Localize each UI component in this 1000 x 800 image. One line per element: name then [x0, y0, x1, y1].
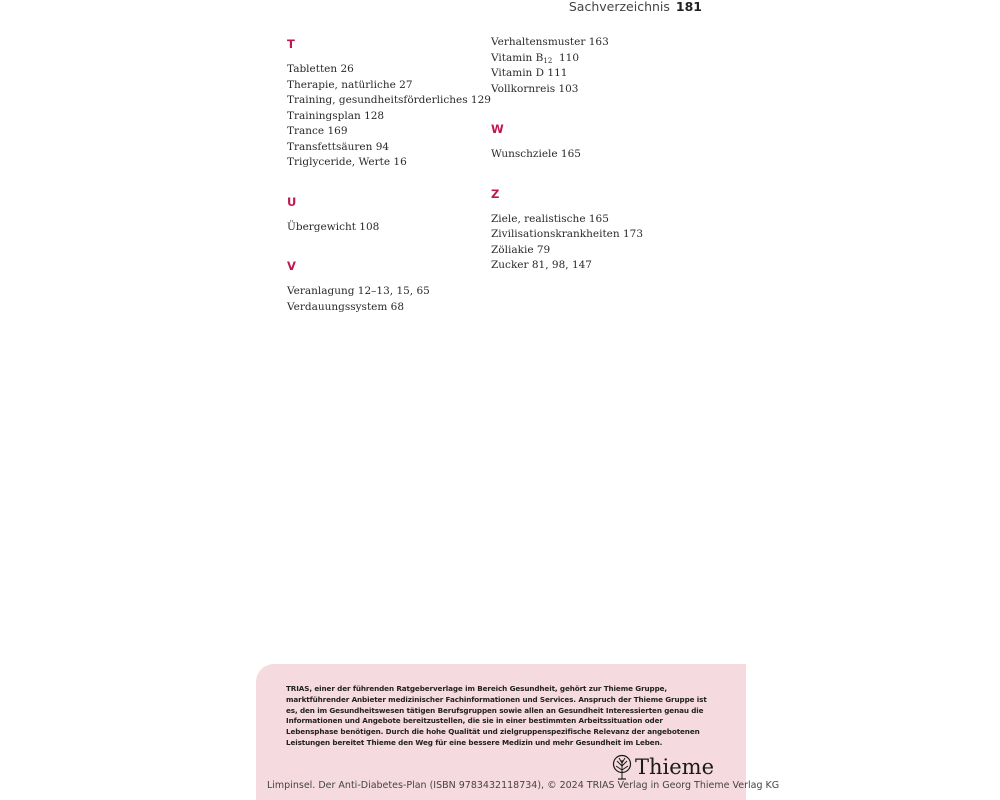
index-column-right [491, 35, 691, 298]
index-section-u [287, 195, 487, 236]
index-entry: Zucker 81, 98, 147 [491, 259, 592, 271]
index-entry: Trance 169 [287, 125, 348, 137]
index-entry: Training, gesundheitsförderliches 129 [287, 94, 491, 106]
index-section-t [287, 37, 491, 171]
index-entry: Verhaltensmuster 163 [491, 36, 609, 48]
entry-page: 110 [552, 51, 580, 64]
copyright-credit: Limpinsel. Der Anti-Diabetes-Plan (ISBN 9783432118734), © 2024 TRIAS Verlag in Georg Thieme Verlag KG [267, 780, 780, 791]
index-section-v [287, 259, 487, 315]
index-section-w [491, 122, 691, 163]
entry-subscript: 12 [543, 56, 553, 65]
index-entry: Veranlagung 12–13, 15, 65 [287, 285, 430, 297]
publisher-blurb: TRIAS, einer der führenden Ratgeberverlage im Bereich Gesundheit, gehört zur Thieme Gruppe, marktführender Anbieter medizinischer Fachinformationen und Services. Anspruch der Thieme Gruppe ist es, den im Gesundheitswesen tätigen Berufsgruppen sowie allen an Gesundheit Interessierten genau die Informationen und Angebote bereitzustellen, die sie in einer bestimmten Arbeitssituation oder Lebensphase benötigen. Durch die hohe Qualität und zielgruppenspezifische Relevanz der angebotenen Leistungen bereitet Thieme den Weg für eine bessere Medizin und mehr Gesundheit im Leben. [286, 684, 707, 747]
page-number: 181 [675, 0, 702, 14]
index-letter: Z [491, 186, 500, 201]
index-entry: Vollkornreis 103 [491, 82, 579, 95]
tree-icon [612, 754, 632, 780]
index-entry: Tabletten 26 [287, 63, 354, 75]
index-section-z [491, 187, 691, 274]
index-letter: W [491, 122, 504, 136]
index-continued-entries [491, 35, 691, 97]
index-entry: Zivilisationskrankheiten 173 [491, 228, 644, 240]
index-entry: Therapie, natürliche 27 [287, 78, 413, 91]
index-entry: Ziele, realistische 165 [491, 212, 609, 225]
entry-text: Vitamin B [491, 51, 544, 64]
index-entry: Trainingsplan 128 [287, 109, 385, 122]
section-title: Sachverzeichnis [568, 0, 670, 14]
index-entry: Vitamin D 111 [491, 67, 568, 79]
index-entry: Transfettsäuren 94 [287, 140, 390, 153]
index-entry: Verdauungssystem 68 [287, 300, 405, 313]
index-entry: Zöliakie 79 [491, 243, 551, 256]
index-letter: T [287, 37, 295, 51]
index-entry: Übergewicht 108 [287, 220, 380, 233]
index-entry: Wunschziele 165 [491, 148, 581, 160]
index-column-left [287, 35, 491, 339]
index-letter: V [287, 259, 296, 273]
logo-wordmark: Thieme [635, 755, 715, 779]
index-entry: Triglyceride, Werte 16 [287, 156, 407, 168]
index-letter: U [287, 194, 297, 209]
index-entry [491, 51, 691, 67]
running-head [569, 0, 702, 14]
thieme-logo [612, 753, 714, 781]
